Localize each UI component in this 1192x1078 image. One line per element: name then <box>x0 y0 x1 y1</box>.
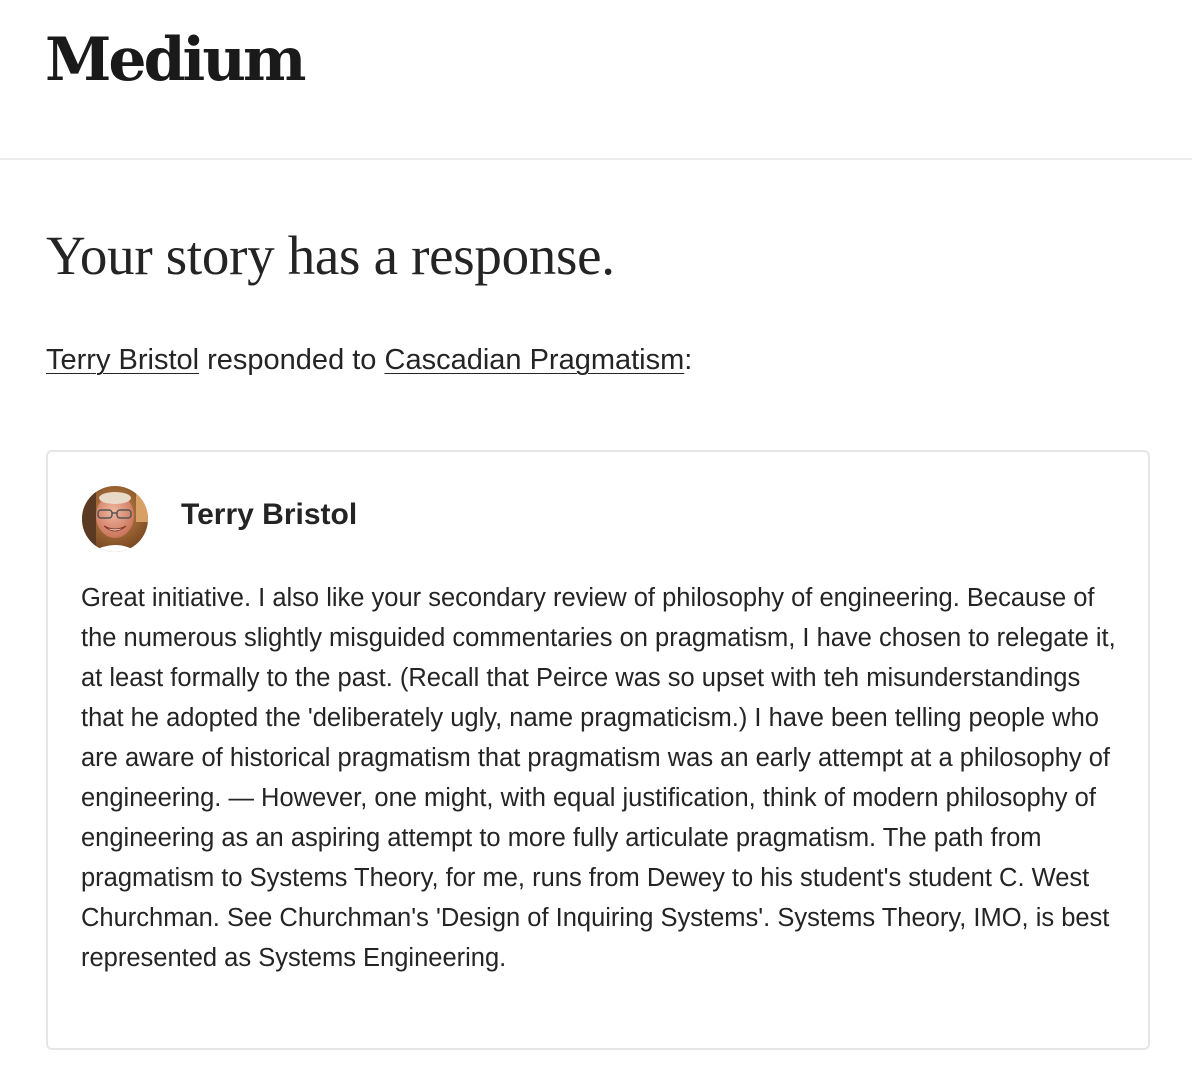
response-card[interactable] <box>46 450 1150 1050</box>
story-title-link[interactable]: Cascadian Pragmatism <box>384 344 685 376</box>
response-text: Great initiative. I also like your secondary review of philosophy of engineering. Because of the numerous slightly misguided commentaries on pragmatism, I have chosen to relegate it, at least formally to the past. (Recall that Peirce was so upset with teh misunderstandings that he adopted the 'deliberately ugly, name pragmaticism.) I have been telling people who are aware of historical pragmatism that pragmatism was an early attempt at a philosophy of engineering. — However, one might, with equal justification, think of modern philosophy of engineering as an aspiring attempt to more fully articulate pragmatism. The path from pragmatism to Systems Theory, for me, runs from Dewey to his student's student C. West Churchman. See Churchman's 'Design of Inquiring Systems'. Systems Theory, IMO, is best represented as Systems Engineering. <box>81 584 1116 972</box>
user-avatar-photo-icon[interactable] <box>82 486 148 552</box>
email-header <box>0 0 1192 160</box>
response-author-name[interactable]: Terry Bristol <box>181 498 358 531</box>
response-summary <box>46 342 692 380</box>
action-text: responded to <box>199 344 385 376</box>
page-title: Your story has a response. <box>46 225 615 286</box>
medium-logo[interactable]: Medium <box>45 25 304 95</box>
trailing-punctuation: : <box>684 344 693 376</box>
responder-link[interactable]: Terry Bristol <box>46 344 200 376</box>
